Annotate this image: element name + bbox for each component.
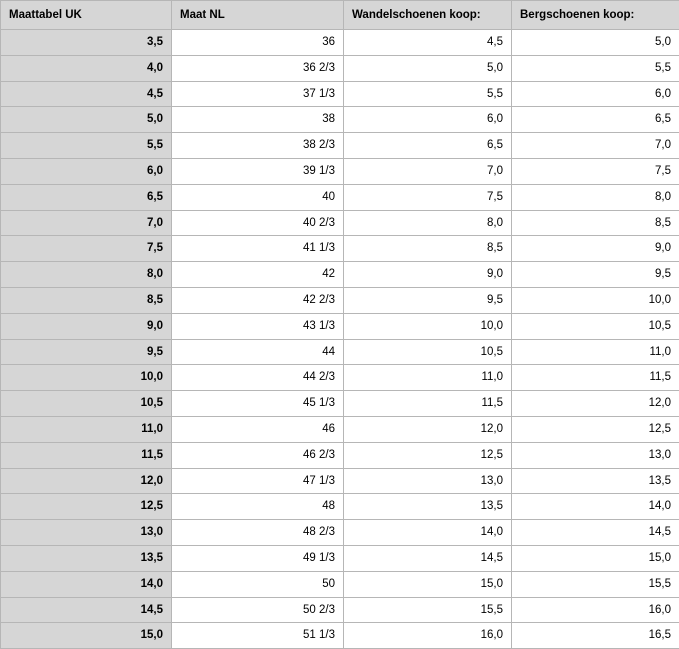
table-cell: 16,0 [512,597,679,623]
table-cell: 5,0 [1,107,172,133]
table-cell: 46 [172,416,344,442]
table-row [1,262,679,288]
table-cell: 16,5 [512,623,679,649]
table-cell: 11,0 [1,416,172,442]
table-cell: 44 [172,339,344,365]
table-cell: 14,5 [344,545,512,571]
table-cell: 6,5 [512,107,679,133]
column-header-uk: Maattabel UK [1,1,172,30]
table-cell: 9,5 [1,339,172,365]
table-cell: 7,0 [344,158,512,184]
table-cell: 4,5 [344,30,512,56]
table-cell: 12,5 [1,494,172,520]
table-cell: 40 [172,184,344,210]
table-cell: 10,0 [344,313,512,339]
table-cell: 36 [172,30,344,56]
table-cell: 50 [172,571,344,597]
table-row [1,81,679,107]
table-row [1,494,679,520]
table-cell: 13,0 [344,468,512,494]
table-cell: 7,0 [512,133,679,159]
table-cell: 5,0 [512,30,679,56]
table-row [1,571,679,597]
table-row [1,597,679,623]
table-cell: 8,5 [1,287,172,313]
table-cell: 16,0 [344,623,512,649]
table-cell: 5,5 [1,133,172,159]
table-cell: 14,0 [1,571,172,597]
table-cell: 4,0 [1,55,172,81]
table-cell: 8,0 [512,184,679,210]
table-cell: 6,5 [344,133,512,159]
column-header-wandelschoenen: Wandelschoenen koop: [344,1,512,30]
table-cell: 7,5 [1,236,172,262]
table-cell: 48 2/3 [172,520,344,546]
table-cell: 45 1/3 [172,391,344,417]
table-row [1,623,679,649]
table-cell: 12,5 [344,442,512,468]
table-cell: 13,5 [512,468,679,494]
table-header [1,1,679,30]
table-cell: 7,5 [512,158,679,184]
table-row [1,339,679,365]
table-cell: 14,5 [512,520,679,546]
table-cell: 6,0 [344,107,512,133]
table-cell: 44 2/3 [172,365,344,391]
column-header-nl: Maat NL [172,1,344,30]
table-cell: 39 1/3 [172,158,344,184]
table-cell: 10,5 [512,313,679,339]
table-cell: 11,5 [1,442,172,468]
table-cell: 10,5 [1,391,172,417]
table-cell: 8,0 [344,210,512,236]
table-cell: 10,5 [344,339,512,365]
table-cell: 47 1/3 [172,468,344,494]
table-cell: 15,0 [1,623,172,649]
table-cell: 49 1/3 [172,545,344,571]
table-row [1,287,679,313]
table-cell: 38 [172,107,344,133]
table-row [1,313,679,339]
table-cell: 50 2/3 [172,597,344,623]
table-cell: 11,5 [344,391,512,417]
table-cell: 4,5 [1,81,172,107]
table-row [1,55,679,81]
table-cell: 38 2/3 [172,133,344,159]
table-cell: 12,0 [512,391,679,417]
table-cell: 5,0 [344,55,512,81]
table-cell: 11,5 [512,365,679,391]
table-row [1,184,679,210]
column-header-bergschoenen: Bergschoenen koop: [512,1,679,30]
table-cell: 43 1/3 [172,313,344,339]
table-row [1,133,679,159]
table-cell: 13,5 [344,494,512,520]
table-row [1,158,679,184]
table-cell: 7,0 [1,210,172,236]
table-row [1,468,679,494]
table-cell: 5,5 [344,81,512,107]
table-cell: 10,0 [1,365,172,391]
table-cell: 51 1/3 [172,623,344,649]
table-cell: 42 [172,262,344,288]
table-row [1,365,679,391]
table-cell: 40 2/3 [172,210,344,236]
table-cell: 37 1/3 [172,81,344,107]
table-cell: 9,0 [512,236,679,262]
table-header-row [1,1,679,30]
table-row [1,391,679,417]
table-cell: 12,0 [1,468,172,494]
table-row [1,545,679,571]
table-cell: 7,5 [344,184,512,210]
table-cell: 15,0 [512,545,679,571]
table-cell: 14,0 [512,494,679,520]
table-cell: 14,5 [1,597,172,623]
table-cell: 6,0 [1,158,172,184]
table-cell: 8,5 [512,210,679,236]
table-cell: 13,5 [1,545,172,571]
table-cell: 11,0 [512,339,679,365]
table-cell: 11,0 [344,365,512,391]
table-cell: 10,0 [512,287,679,313]
table-cell: 36 2/3 [172,55,344,81]
table-cell: 9,0 [344,262,512,288]
table-cell: 13,0 [512,442,679,468]
table-cell: 9,5 [512,262,679,288]
table-cell: 41 1/3 [172,236,344,262]
table-cell: 9,5 [344,287,512,313]
table-cell: 42 2/3 [172,287,344,313]
table-row [1,107,679,133]
table-cell: 12,0 [344,416,512,442]
table-cell: 8,0 [1,262,172,288]
table-cell: 9,0 [1,313,172,339]
table-cell: 13,0 [1,520,172,546]
table-cell: 8,5 [344,236,512,262]
table-cell: 6,5 [1,184,172,210]
table-row [1,442,679,468]
table-row [1,520,679,546]
table-cell: 3,5 [1,30,172,56]
table-cell: 14,0 [344,520,512,546]
table-cell: 46 2/3 [172,442,344,468]
table-row [1,416,679,442]
table-row [1,236,679,262]
table-row [1,210,679,236]
table-row [1,30,679,56]
table-cell: 48 [172,494,344,520]
table-cell: 15,5 [344,597,512,623]
table-cell: 6,0 [512,81,679,107]
table-cell: 15,5 [512,571,679,597]
table-cell: 5,5 [512,55,679,81]
table-cell: 12,5 [512,416,679,442]
table-cell: 15,0 [344,571,512,597]
table-body [1,30,679,649]
